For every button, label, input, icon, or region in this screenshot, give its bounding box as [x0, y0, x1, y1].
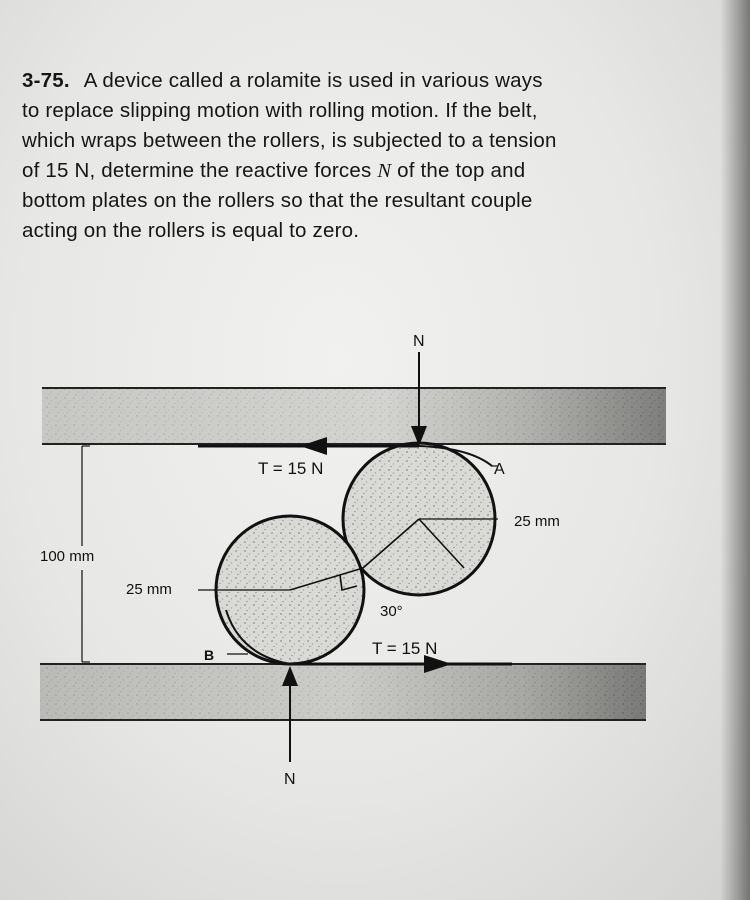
problem-line-5: bottom plates on the rollers so that the resultant couple — [22, 189, 533, 212]
roller-right — [343, 443, 498, 595]
problem-line-2: to replace slipping motion with rolling motion. If the belt, — [22, 99, 538, 122]
problem-line-6: acting on the rollers is equal to zero. — [22, 219, 360, 242]
problem-number: 3-75. — [22, 69, 70, 92]
label-radius-left: 25 mm — [126, 581, 172, 598]
label-point-b: B — [204, 647, 215, 663]
label-n-bottom: N — [284, 771, 296, 788]
label-n-top: N — [413, 333, 425, 350]
roller-left — [216, 516, 364, 664]
label-point-a: A — [494, 461, 505, 478]
top-plate — [42, 388, 666, 444]
force-variable-N: N — [377, 160, 392, 182]
problem-text-4a: of 15 N, determine the reactive forces — [22, 159, 378, 182]
problem-text-1: A device called a rolamite is used in various ways — [83, 69, 543, 92]
bottom-plate — [40, 664, 646, 720]
page-edge-shadow — [720, 0, 750, 900]
label-tension-bottom: T = 15 N — [372, 639, 438, 658]
label-angle: 30° — [380, 603, 403, 620]
problem-line-3: which wraps between the rollers, is subjected to a tension — [22, 129, 557, 152]
label-tension-top: T = 15 N — [258, 459, 324, 478]
label-radius-right: 25 mm — [514, 513, 560, 530]
label-gap: 100 mm — [40, 548, 95, 565]
problem-text-4b: of the top and — [391, 159, 526, 182]
